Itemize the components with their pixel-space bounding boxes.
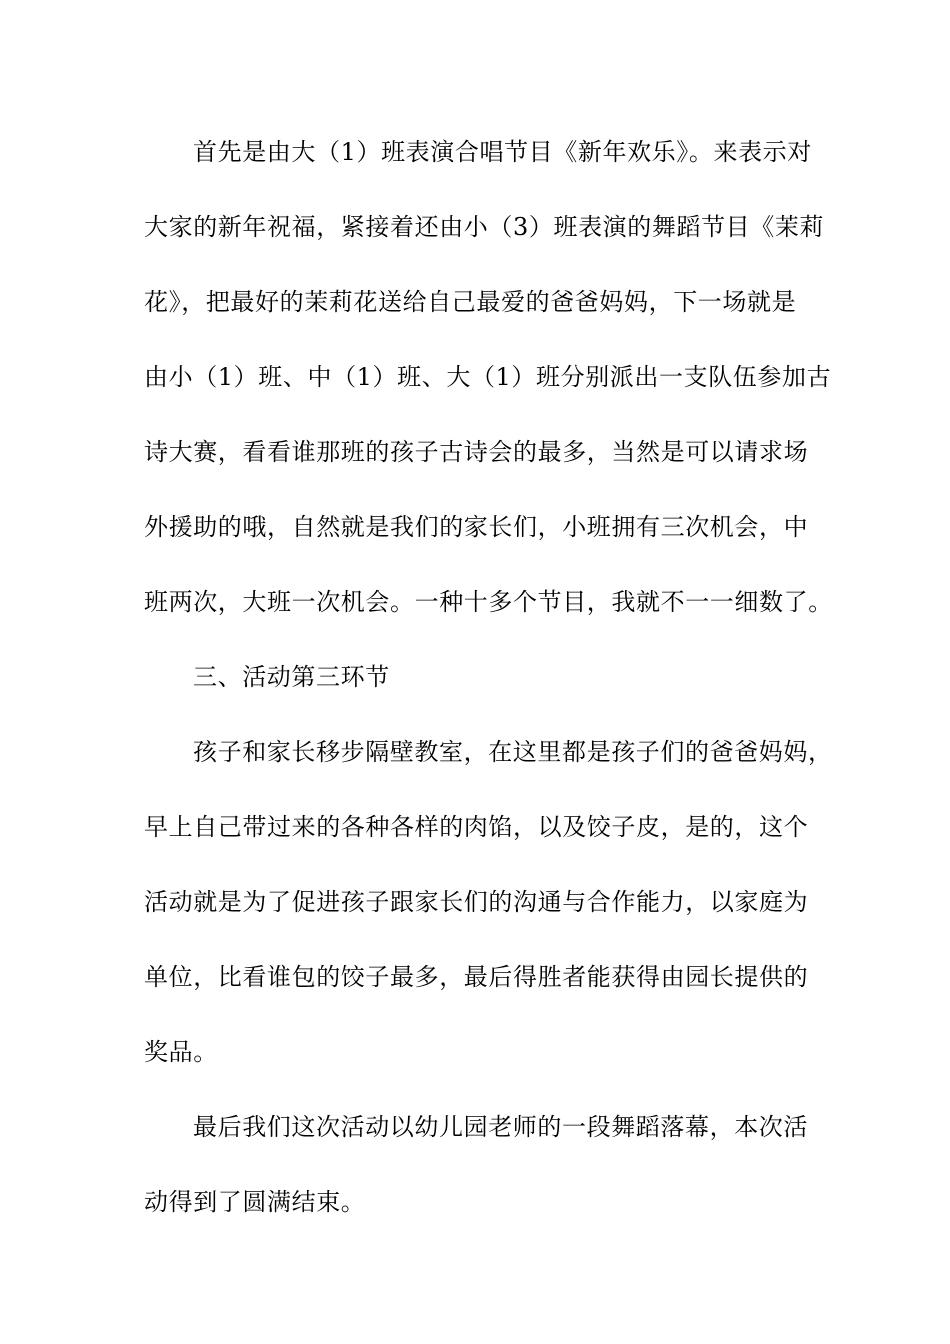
- paragraph-2-line-3: 活动就是为了促进孩子跟家长们的沟通与合作能力，以家庭为: [144, 888, 809, 916]
- paragraph-1-line-6: 外援助的哦，自然就是我们的家长们，小班拥有三次机会，中: [144, 513, 809, 541]
- paragraph-3-line-1: 最后我们这次活动以幼儿园老师的一段舞蹈落幕，本次活: [193, 1113, 808, 1141]
- paragraph-2-line-2: 早上自己带过来的各种各样的肉馅，以及饺子皮，是的，这个: [144, 813, 809, 841]
- section-heading: 三、活动第三环节: [193, 663, 390, 691]
- paragraph-2-line-1: 孩子和家长移步隔壁教室，在这里都是孩子们的爸爸妈妈，: [193, 738, 833, 766]
- paragraph-3-line-2: 动得到了圆满结束。: [144, 1188, 366, 1216]
- paragraph-2-line-5: 奖品。: [144, 1038, 218, 1066]
- paragraph-2-line-4: 单位，比看谁包的饺子最多，最后得胜者能获得由园长提供的: [144, 963, 809, 991]
- paragraph-1-line-1: 首先是由大（1）班表演合唱节目《新年欢乐》。来表示对: [193, 138, 812, 166]
- paragraph-1-line-4: 由小（1）班、中（1）班、大（1）班分别派出一支队伍参加古: [144, 363, 832, 391]
- paragraph-1-line-3: 花》，把最好的茉莉花送给自己最爱的爸爸妈妈，下一场就是: [144, 288, 797, 316]
- paragraph-1-line-2: 大家的新年祝福，紧接着还由小（3）班表演的舞蹈节目《茉莉: [144, 213, 825, 241]
- paragraph-1-line-7: 班两次，大班一次机会。一种十多个节目，我就不一一细数了。: [144, 588, 833, 616]
- paragraph-1-line-5: 诗大赛，看看谁那班的孩子古诗会的最多，当然是可以请求场: [144, 438, 809, 466]
